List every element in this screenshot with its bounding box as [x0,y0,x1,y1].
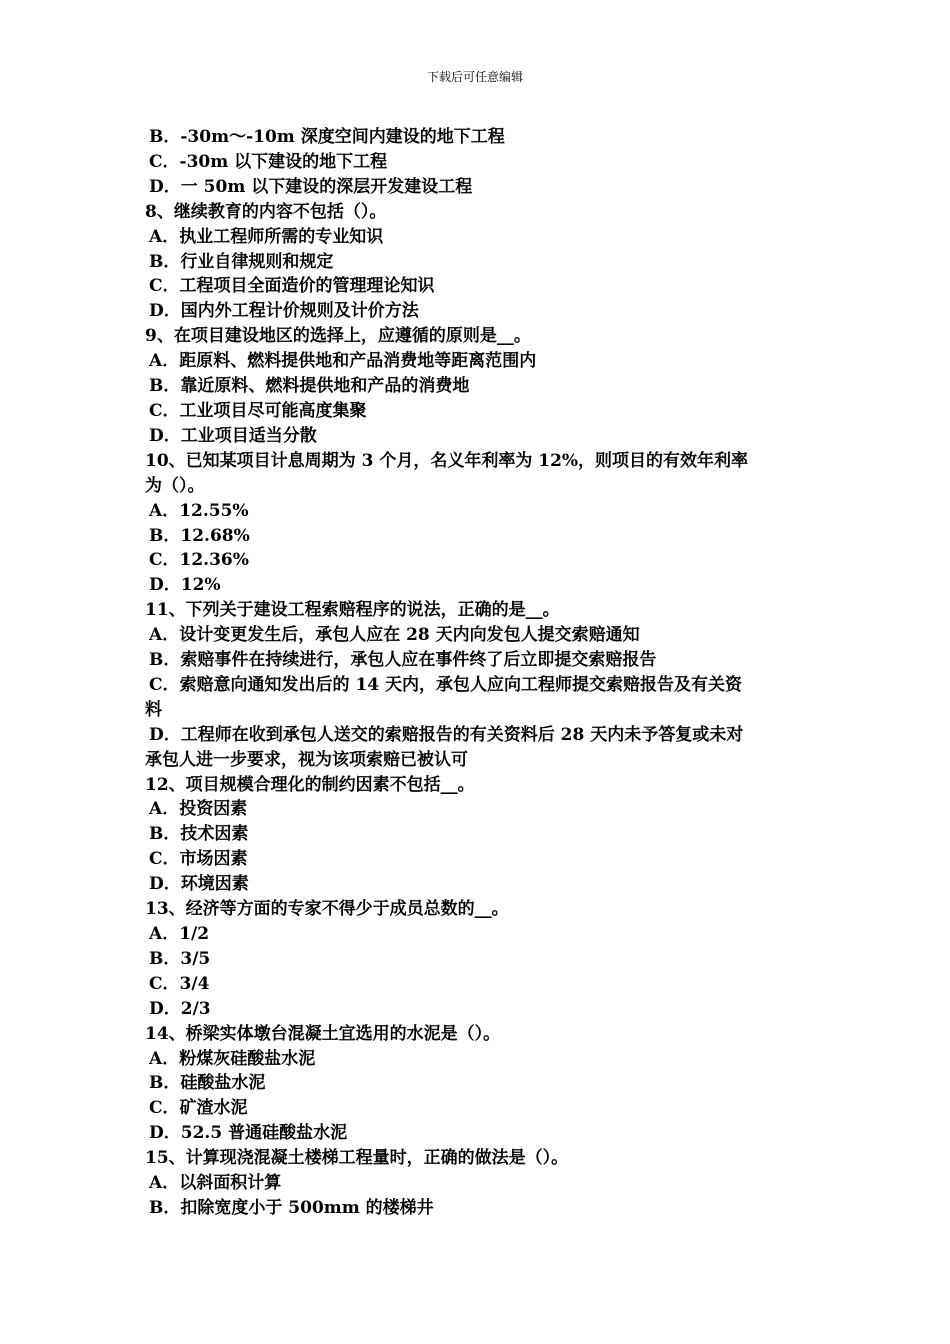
option-line: C．矿渣水泥 [149,1098,248,1119]
option-line: C．工业项目尽可能高度集聚 [149,400,367,421]
page-header: 下载后可任意编辑 [426,70,523,84]
document-body [145,125,813,1221]
option-line: D．工程师在收到承包人送交的索赔报告的有关资料后 28 天内未予答复或未对 [149,724,744,745]
option-line: C．工程项目全面造价的管理理论知识 [149,276,435,297]
option-line: A．投资因素 [149,799,248,820]
question-line: 14、桥梁实体墩台混凝土宜选用的水泥是（）。 [145,1023,501,1044]
question-line: 10、已知某项目计息周期为 3 个月，名义年利率为 12%，则项目的有效年利率 [145,450,749,471]
option-line: B．12.68% [149,525,250,546]
option-line: A．1/2 [149,924,210,944]
option-line: B．3/5 [149,948,211,969]
option-line: B．硅酸盐水泥 [149,1073,266,1094]
question-line: 承包人进一步要求，视为该项索赔已被认可 [145,749,468,770]
option-line: B．靠近原料、燃料提供地和产品的消费地 [149,376,470,397]
option-line: D．12% [149,575,221,596]
option-line: C．-30m 以下建设的地下工程 [149,151,388,172]
question-line: 9、在项目建设地区的选择上，应遵循的原则是__。 [145,326,531,347]
option-line: D．52.5 普通硅酸盐水泥 [149,1123,348,1144]
option-line: D．一 50m 以下建设的深层开发建设工程 [149,176,473,197]
question-line: 12、项目规模合理化的制约因素不包括__。 [145,774,475,795]
option-line: A．距原料、燃料提供地和产品消费地等距离范围内 [149,351,537,372]
option-line: B．技术因素 [149,824,249,845]
option-line: D．工业项目适当分散 [149,425,317,446]
option-line: A．执业工程师所需的专业知识 [149,226,384,247]
question-line: 13、经济等方面的专家不得少于成员总数的__。 [145,899,509,920]
option-line: D．国内外工程计价规则及计价方法 [149,301,419,322]
option-line: A．12.55% [149,500,249,521]
option-line: D．环境因素 [149,874,249,895]
option-line: B．扣除宽度小于 500mm 的楼梯井 [149,1197,434,1218]
question-line: 为（）。 [145,475,205,496]
option-line: C．索赔意向通知发出后的 14 天内，承包人应向工程师提交索赔报告及有关资 [149,674,743,695]
option-line: C．12.36% [149,550,249,571]
option-line: B．索赔事件在持续进行，承包人应在事件终了后立即提交索赔报告 [149,650,657,671]
option-line: C．3/4 [149,973,210,994]
option-line: A．以斜面积计算 [149,1173,282,1194]
option-line: C．市场因素 [149,849,248,870]
option-line: D．2/3 [149,998,211,1019]
question-line: 15、计算现浇混凝土楼梯工程量时，正确的做法是（）。 [145,1148,569,1169]
question-line: 8、继续教育的内容不包括（）。 [145,201,387,222]
question-line: 11、下列关于建设工程索赔程序的说法，正确的是__。 [145,600,560,621]
question-line: 料 [145,699,162,720]
option-line: A．粉煤灰硅酸盐水泥 [149,1048,316,1069]
option-line: A．设计变更发生后，承包人应在 28 天内向发包人提交索赔通知 [149,625,640,646]
option-line: B．-30m～-10m 深度空间内建设的地下工程 [149,127,505,147]
option-line: B．行业自律规则和规定 [149,251,334,272]
